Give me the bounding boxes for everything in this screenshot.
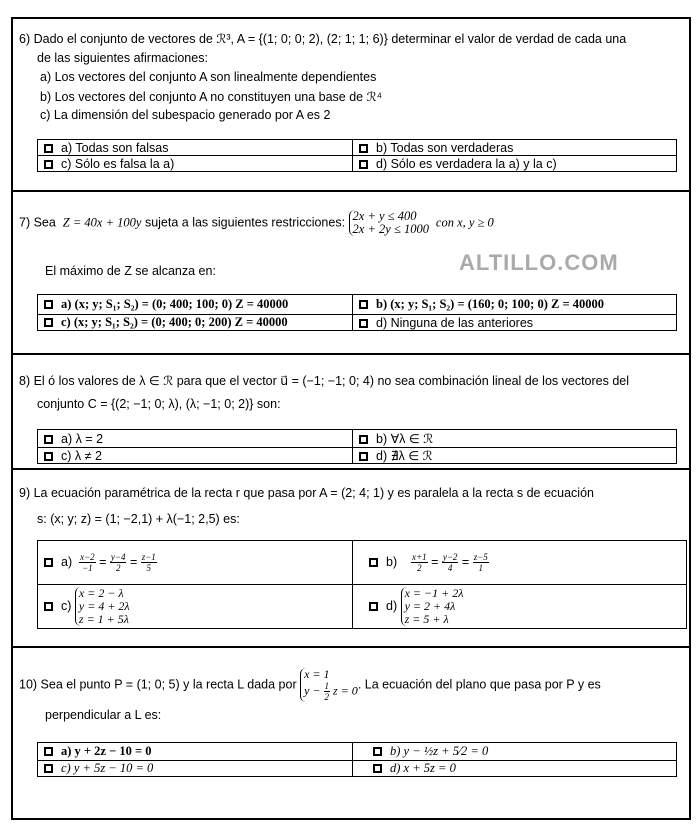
question-7-block [11,192,691,355]
q9-statement-line2: s: (x; y; z) = (1; −2,1) + λ(−1; 2,5) es: [37,512,240,526]
q9-d-system: x = −1 + 2λ y = 2 + 4λ z = 5 + λ [401,587,464,626]
q7-option-d[interactable]: d) Ninguna de las anteriores [353,315,677,331]
q10-option-a[interactable]: a) y + 2z − 10 = 0 [38,743,353,761]
q10-option-c[interactable]: c) y + 5z − 10 = 0 [38,761,353,777]
q7-restrictions: 2x + y ≤ 400 2x + 2y ≤ 1000 [349,210,429,236]
q7-objective: Z = 40x + 100y [62,215,142,230]
q6-item-b: b) Los vectores del conjunto A no constituyen una base de ℛ⁴ [40,90,382,104]
checkbox-icon[interactable] [359,300,368,309]
q10-statement-line2: perpendicular a L es: [45,708,162,722]
checkbox-icon[interactable] [359,144,368,153]
checkbox-icon[interactable] [44,300,53,309]
q10-option-d[interactable]: d) x + 5z = 0 [353,761,677,777]
q6-option-c[interactable]: c) Sólo es falsa la a) [38,156,353,172]
checkbox-icon[interactable] [369,602,378,611]
q6-option-b[interactable]: b) Todas son verdaderas [353,140,677,156]
q7-options-table [37,294,677,331]
q9-option-b[interactable]: b) $\frac{x+1}{2}$ = $\frac{y-2}{4}$ = $\frac{z-5}{1}$ [353,541,687,585]
checkbox-icon[interactable] [359,160,368,169]
checkbox-icon[interactable] [44,160,53,169]
q8-options-table [37,429,677,464]
q7-option-a[interactable]: a) (x; y; S₁; S₂) = (0; 400; 100; 0) Z = 40000 [38,295,353,315]
q8-option-d[interactable]: d) ∄λ ∈ ℛ [353,448,677,464]
checkbox-icon[interactable] [359,435,368,444]
q9-statement-line1: 9) La ecuación paramétrica de la recta r que pasa por A = (2; 4; 1) y es paralela a la recta s de ecuación [19,486,594,500]
question-10-block [11,648,691,820]
question-8-block [11,355,691,470]
q8-statement-line1: 8) El ó los valores de λ ∈ ℛ para que el vector u⃗ = (−1; −1; 0; 4) no sea combinación lineal de los vectores del [19,374,630,388]
q6-option-a[interactable]: a) Todas son falsas [38,140,353,156]
checkbox-icon[interactable] [359,452,368,461]
q10-statement-line1: 10) Sea el punto P = (1; 0; 5) y la recta L dada por x = 1 y − $\frac{1}{2}$ z = 0 . La ecuación del plano que pasa por P y es [19,667,601,702]
q8-statement-line2: conjunto C = {(2; −1; 0; λ), (λ; −1; 0; 2)} son: [37,397,281,411]
checkbox-icon[interactable] [373,764,382,773]
q7-statement-line2: El máximo de Z se alcanza en: [45,264,216,278]
question-9-block [11,470,691,648]
question-6-block [11,17,691,192]
checkbox-icon[interactable] [373,747,382,756]
q9-option-c[interactable]: c) x = 2 − λ y = 4 + 2λ z = 1 + 5λ [38,585,353,629]
altillo-watermark: ALTILLO.COM [459,250,619,275]
q9-option-d[interactable]: d) x = −1 + 2λ y = 2 + 4λ z = 5 + λ [353,585,687,629]
q10-option-b[interactable]: b) y − ½z + 5⁄2 = 0 [353,743,677,761]
checkbox-icon[interactable] [44,318,53,327]
q8-option-c[interactable]: c) λ ≠ 2 [38,448,353,464]
q6-statement-line2: de las siguientes afirmaciones: [37,51,208,65]
q6-option-d[interactable]: d) Sólo es verdadera la a) y la c) [353,156,677,172]
q9-c-system: x = 2 − λ y = 4 + 2λ z = 1 + 5λ [75,587,130,626]
checkbox-icon[interactable] [44,435,53,444]
checkbox-icon[interactable] [44,452,53,461]
checkbox-icon[interactable] [44,764,53,773]
q6-item-c: c) La dimensión del subespacio generado por A es 2 [40,108,331,122]
checkbox-icon[interactable] [44,144,53,153]
q9-option-a[interactable]: a) $\frac{x-2}{-1}$ = $\frac{y-4}{2}$ = $\frac{z-1}{5}$ [38,541,353,585]
q6-options-table [37,139,677,172]
checkbox-icon[interactable] [359,319,368,328]
q6-item-a: a) Los vectores del conjunto A son linealmente dependientes [40,70,377,84]
q6-statement-line1: 6) Dado el conjunto de vectores de ℛ³, A = {(1; 0; 0; 2), (2; 1; 1; 6)} determinar el valor de verdad de cada una [19,32,627,46]
q10-options-table [37,742,677,777]
checkbox-icon[interactable] [44,602,53,611]
q7-option-c[interactable]: c) (x; y; S₁; S₂) = (0; 400; 0; 200) Z = 40000 [38,315,353,331]
q7-option-b[interactable]: b) (x; y; S₁; S₂) = (160; 0; 100; 0) Z = 40000 [353,295,677,315]
checkbox-icon[interactable] [44,747,53,756]
q9-options-table [37,540,687,629]
q8-option-b[interactable]: b) ∀λ ∈ ℛ [353,430,677,448]
checkbox-icon[interactable] [369,558,378,567]
checkbox-icon[interactable] [44,558,53,567]
q8-option-a[interactable]: a) λ = 2 [38,430,353,448]
q10-line-system: x = 1 y − $\frac{1}{2}$ z = 0 [300,668,358,702]
q7-statement-line1: 7) Sea Z = 40x + 100y sujeta a las siguientes restricciones: 2x + y ≤ 400 2x + 2y ≤ 1000 con x, y ≥ 0 [19,209,494,236]
